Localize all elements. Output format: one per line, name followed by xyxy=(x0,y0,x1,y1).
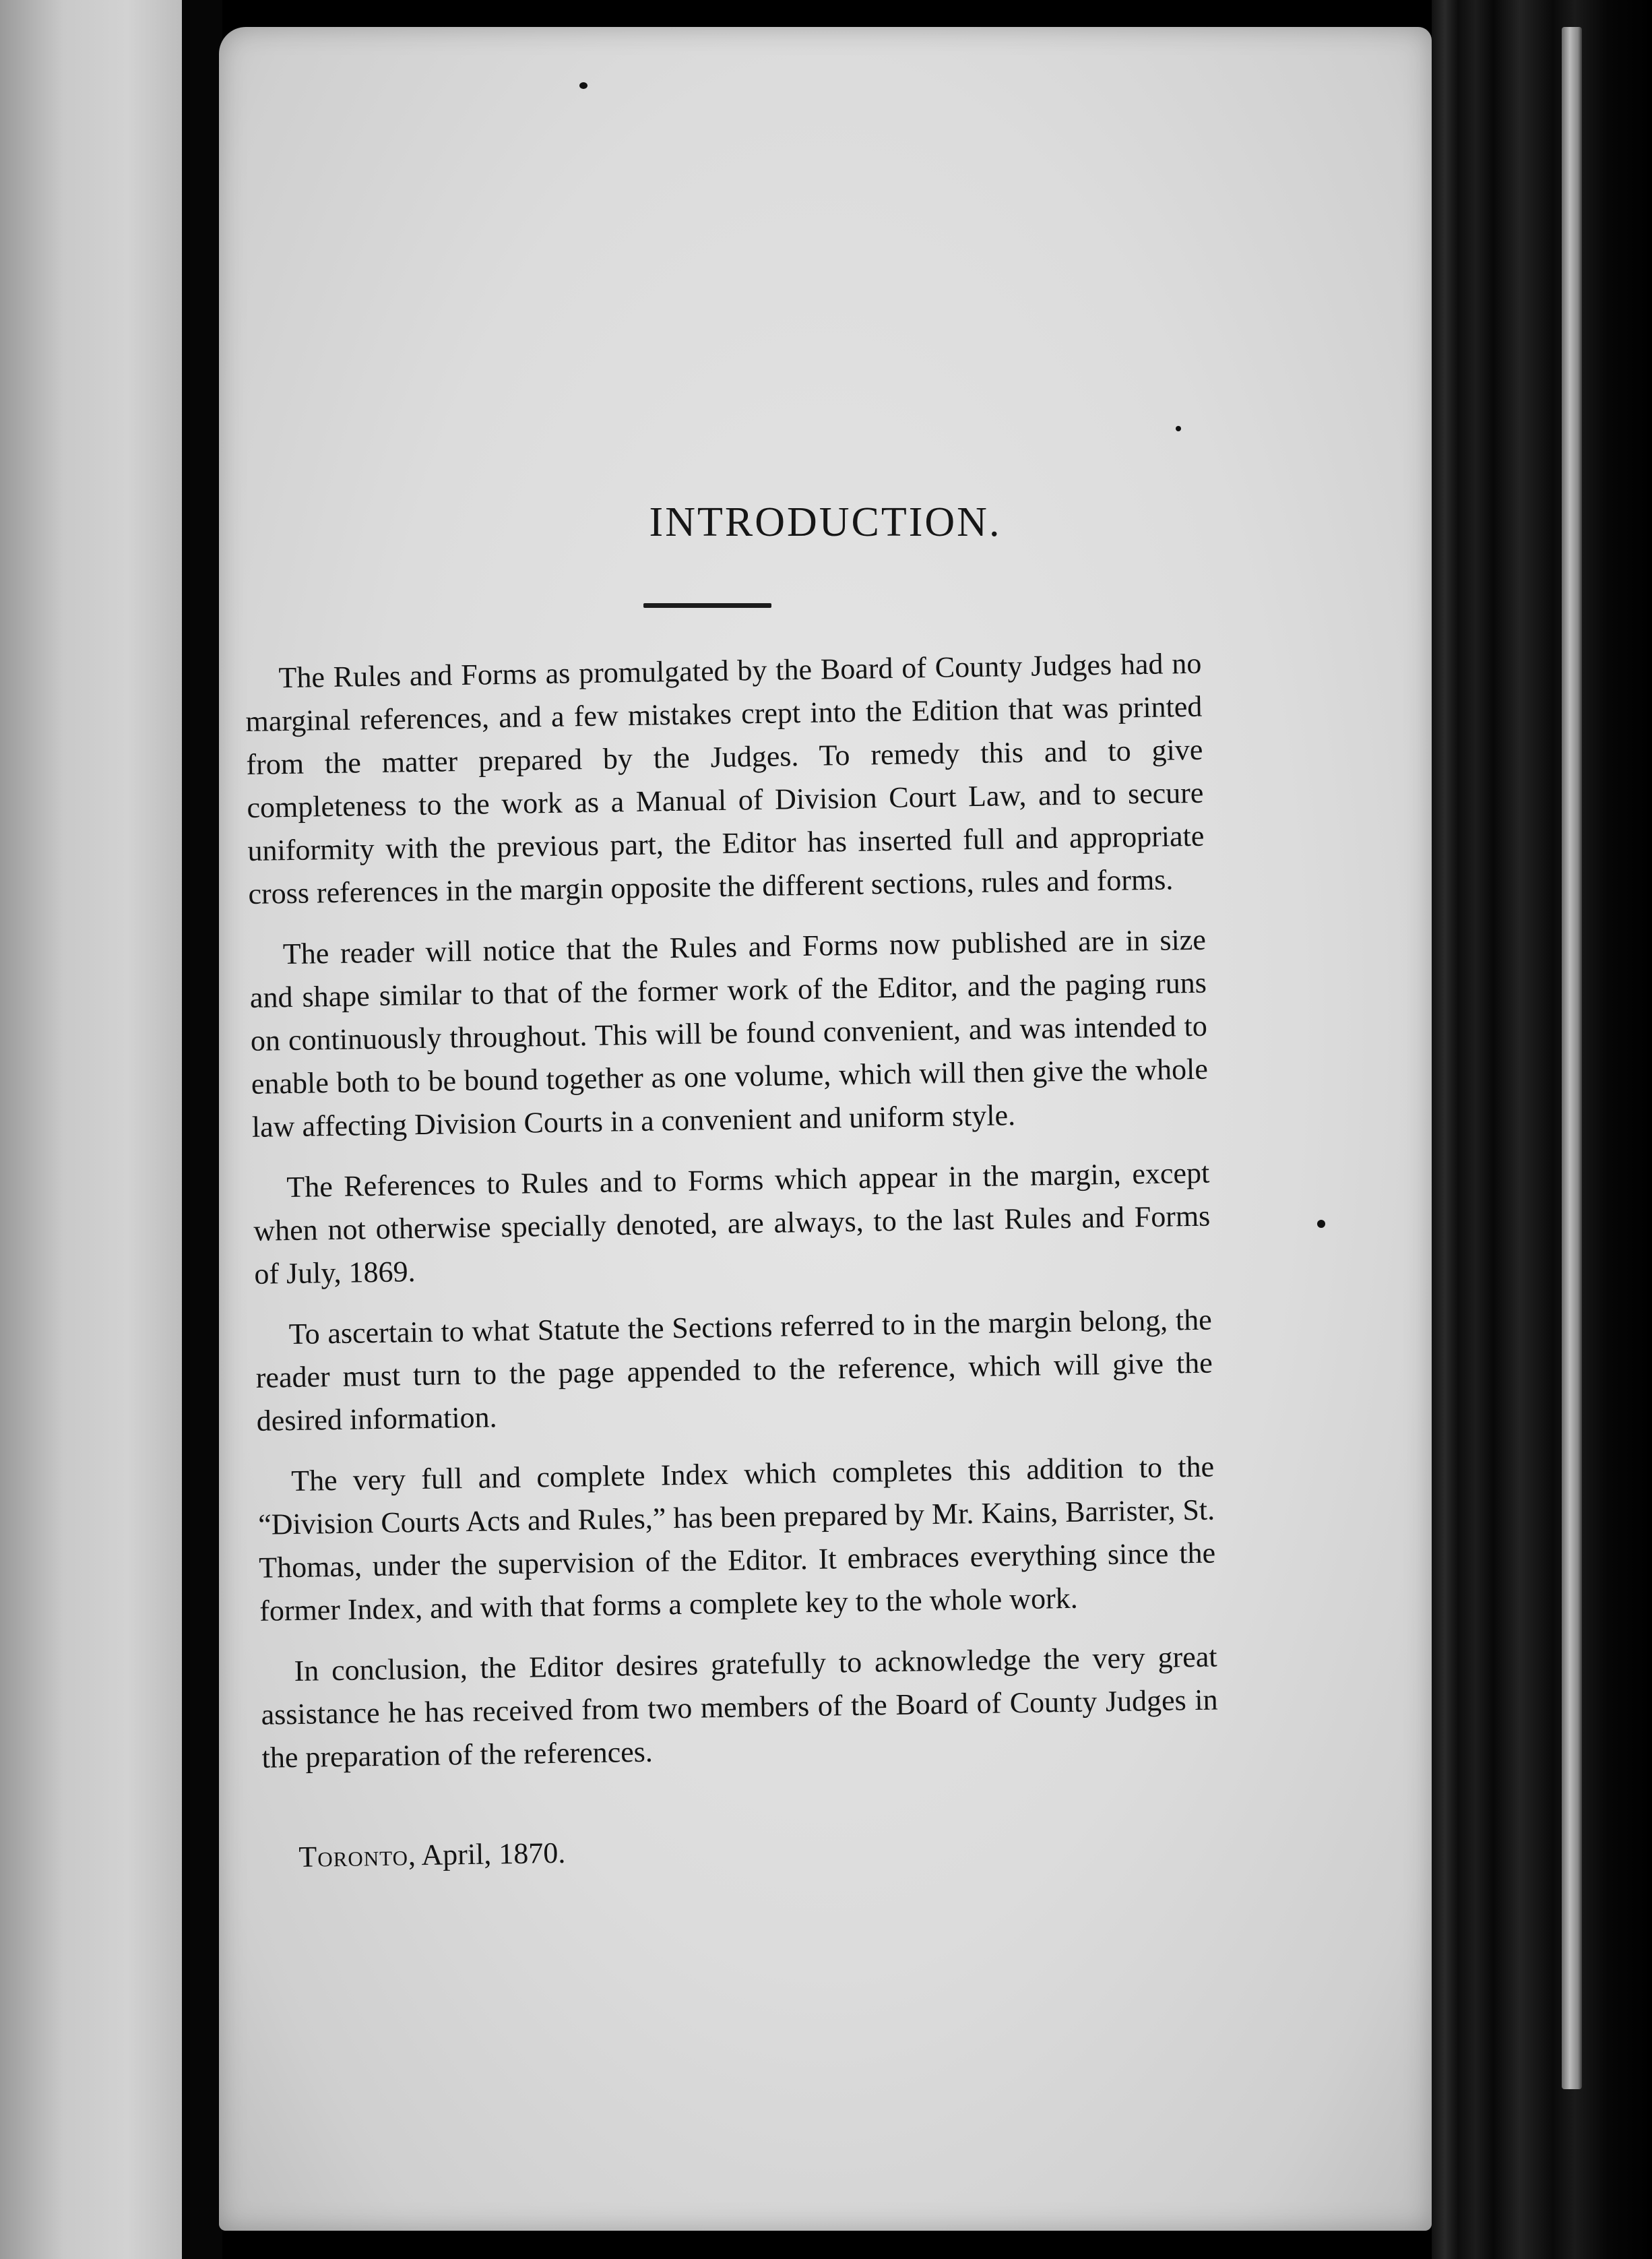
book-gutter xyxy=(182,0,222,2259)
signature-line xyxy=(298,1836,566,1874)
ink-speck xyxy=(579,82,587,89)
page-edge-strip xyxy=(1562,27,1582,2089)
paragraph: To ascertain to what Statute the Sections referred to in the margin belong, the reader must turn to the page appended to the reference, which will give the desired information. xyxy=(255,1303,1213,1437)
ink-speck xyxy=(1317,1220,1325,1228)
body-text xyxy=(245,642,1219,1797)
ink-speck xyxy=(1176,426,1181,431)
paragraph: In conclusion, the Editor desires gratefully to acknowledge the very great assistance he has received from two members of the Board of County Judges in the preparation of the references. xyxy=(261,1640,1218,1774)
document-page xyxy=(219,27,1432,2231)
signature-place: Toronto xyxy=(298,1838,409,1874)
signature-date: , April, 1870. xyxy=(408,1836,566,1872)
title-rule xyxy=(643,603,771,608)
paragraph: The reader will notice that the Rules and Forms now published are in size and shape similar to that of the former work of the Editor, and the paging runs on continuously throughout. This will be found convenient, and was intended to enable both to be bound together as one volume, which will then give the whole law affecting Division Courts in a convenient and uniform style. xyxy=(249,923,1209,1144)
paragraph: The Rules and Forms as promulgated by the Board of County Judges had no marginal references, and a few mistakes crept into the Edition that was printed from the matter prepared by the Judges. To remedy this and to give completeness to the work as a Manual of Division Court Law, and to secure uniformity with the previous part, the Editor has inserted full and appropriate cross references in the margin opposite the different sections, rules and forms. xyxy=(245,646,1205,910)
adjacent-page xyxy=(0,0,182,2259)
paragraph: The very full and complete Index which completes this addition to the “Division Courts Acts and Rules,” has been prepared by Mr. Kains, Barrister, St. Thomas, under the supervision of the Editor. It embraces everything since the former Index, and with that forms a complete key to the whole work. xyxy=(257,1450,1216,1628)
book-edge xyxy=(1432,0,1652,2259)
paragraph: The References to Rules and to Forms which appear in the margin, except when not otherwise specially denoted, are always, to the last Rules and Forms of July, 1869. xyxy=(253,1156,1211,1291)
page-title: INTRODUCTION. xyxy=(649,499,1002,545)
